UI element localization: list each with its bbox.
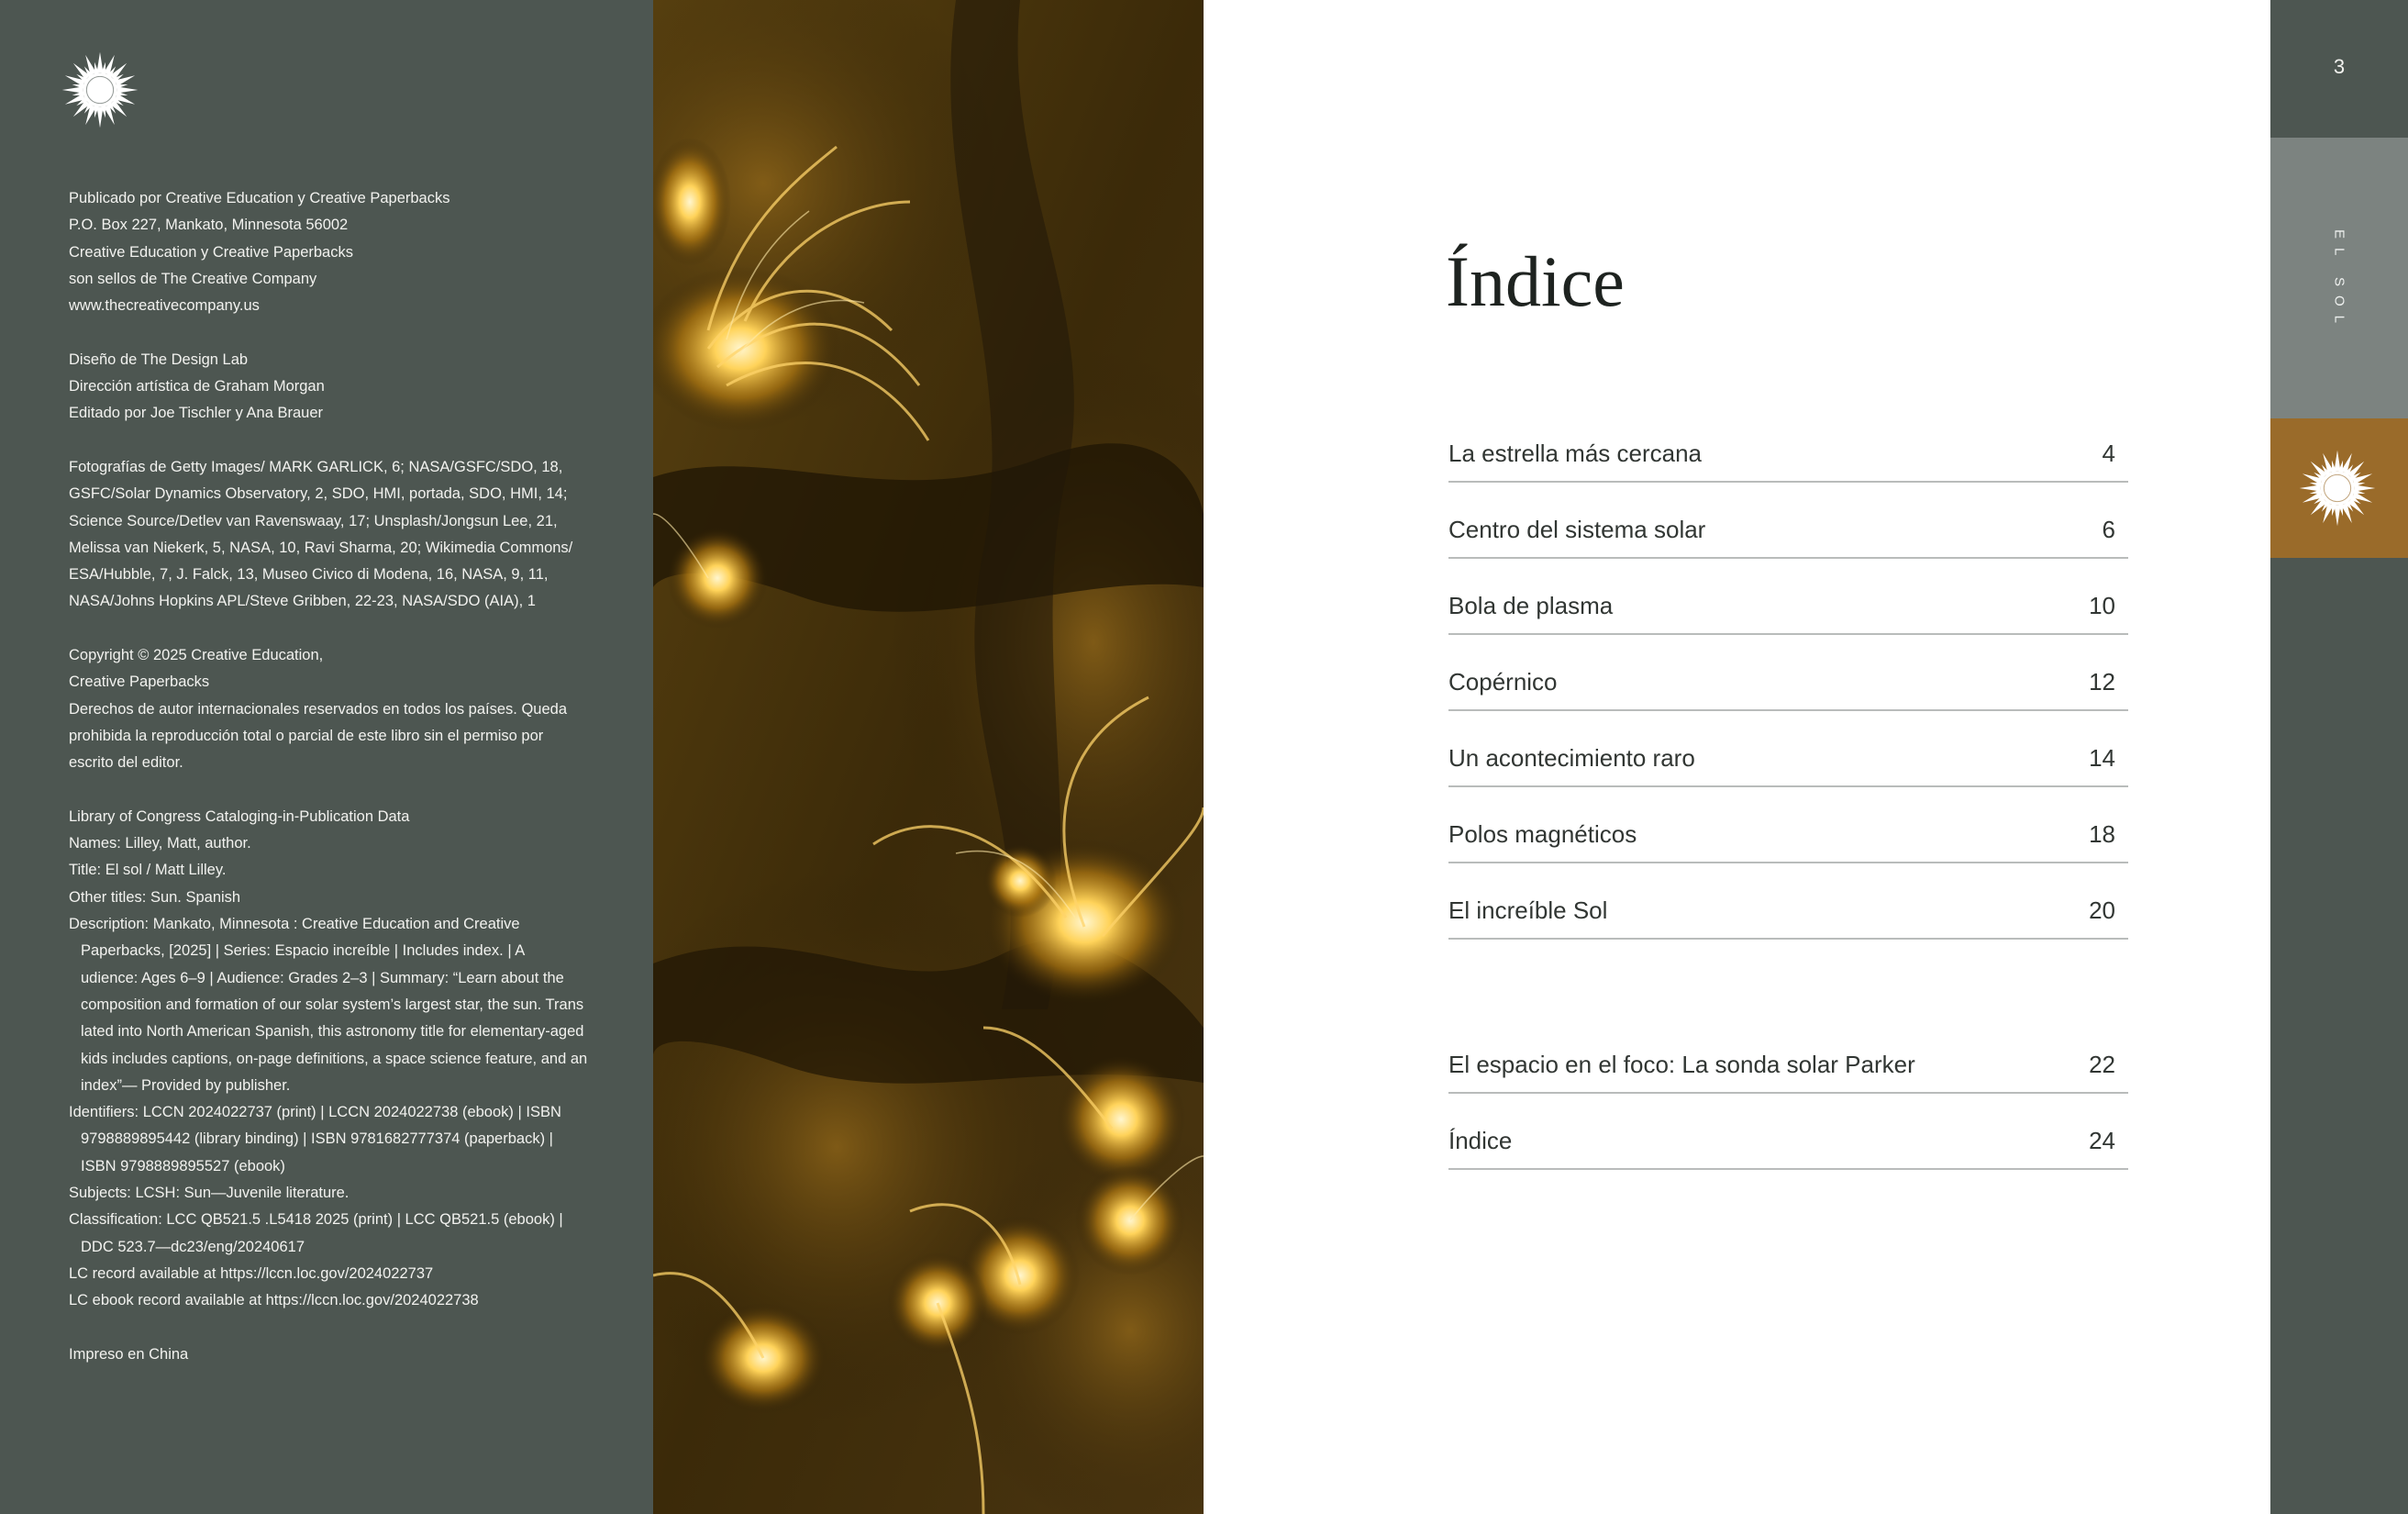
design-credit-line: Editado por Joe Tischler y Ana Brauer: [69, 405, 323, 422]
toc-entry[interactable]: [1448, 559, 2128, 635]
design-credit-line: Dirección artística de Graham Morgan: [69, 378, 325, 395]
photo-credit-line: GSFC/Solar Dynamics Observatory, 2, SDO, HMI, portada, SDO, HMI, 14;: [69, 485, 568, 503]
toc-entry[interactable]: [1448, 863, 2128, 940]
copyright-line: Creative Paperbacks: [69, 674, 210, 691]
logo-band: [2270, 418, 2408, 558]
copyright-line: escrito del editor.: [69, 754, 183, 772]
copyright-block: [69, 642, 610, 776]
publisher-line: P.O. Box 227, Mankato, Minnesota 56002: [69, 217, 349, 234]
photo-credit-line: Melissa van Niekerk, 5, NASA, 10, Ravi Sharma, 20; Wikimedia Commons/: [69, 539, 573, 556]
cip-line: lated into North American Spanish, this astronomy title for elementary-aged: [81, 1023, 584, 1041]
toc-entry-title: Índice: [1448, 1127, 1513, 1154]
photo-credit-line: Science Source/Detlev van Ravenswaay, 17; Unsplash/Jongsun Lee, 21,: [69, 512, 558, 529]
cip-line: Other titles: Sun. Spanish: [69, 888, 241, 906]
cip-line: Names: Lilley, Matt, author.: [69, 835, 251, 852]
design-credit-line: Diseño de The Design Lab: [69, 351, 249, 368]
toc-entry-page: 22: [2089, 1051, 2115, 1078]
cip-line: composition and formation of our solar system’s largest star, the sun. Trans: [81, 996, 584, 1013]
toc-entry-title: El espacio en el foco: La sonda solar Parker: [1448, 1051, 1915, 1078]
cip-line: index”— Provided by publisher.: [81, 1076, 291, 1094]
publisher-line: Creative Education y Creative Paperbacks: [69, 243, 353, 261]
publisher-block: [69, 185, 610, 319]
toc-entry[interactable]: [1448, 1018, 2128, 1094]
publisher-website: www.thecreativecompany.us: [69, 297, 260, 315]
photo-credit-line: NASA/Johns Hopkins APL/Steve Gribben, 22-23, NASA/SDO (AIA), 1: [69, 593, 536, 610]
toc-entry-title: El increíble Sol: [1448, 896, 1608, 924]
cip-line: LC ebook record available at https://lccn.loc.gov/2024022738: [69, 1292, 479, 1309]
toc-entry-page: 20: [2089, 896, 2115, 924]
toc-entry-page: 24: [2089, 1127, 2115, 1154]
page-number: 3: [2333, 55, 2346, 78]
publisher-line: son sellos de The Creative Company: [69, 270, 317, 287]
cip-line: Title: El sol / Matt Lilley.: [69, 862, 227, 879]
toc-entry[interactable]: [1448, 635, 2128, 711]
imprint-panel: [0, 0, 653, 1514]
publisher-line: Publicado por Creative Education y Creative Paperbacks: [69, 190, 450, 206]
cip-line: LC record available at https://lccn.loc.gov/2024022737: [69, 1264, 434, 1282]
solar-surface-image: [653, 0, 1204, 1514]
toc-entry-page: 12: [2089, 668, 2115, 696]
toc-entry-page: 10: [2089, 592, 2115, 619]
toc-entry-title: Polos magnéticos: [1448, 820, 1637, 848]
toc-entry-page: 14: [2089, 744, 2115, 772]
cip-line: DDC 523.7—dc23/eng/20240617: [81, 1238, 305, 1255]
cip-line: ISBN 9798889895527 (ebook): [81, 1157, 285, 1174]
solar-photo: [653, 0, 1204, 1514]
photo-credits-block: [69, 454, 610, 616]
table-of-contents-extra: [1448, 1018, 2128, 1170]
cip-line: Subjects: LCSH: Sun—Juvenile literature.: [69, 1184, 350, 1201]
toc-entry[interactable]: [1448, 1094, 2128, 1170]
cip-line: Classification: LCC QB521.5 .L5418 2025 (print) | LCC QB521.5 (ebook) |: [69, 1211, 563, 1229]
toc-entry-title: La estrella más cercana: [1448, 440, 1703, 467]
sun-icon: [2298, 449, 2377, 528]
photo-credit-line: ESA/Hubble, 7, J. Falck, 13, Museo Civico di Modena, 16, NASA, 9, 11,: [69, 566, 549, 584]
cip-line: Library of Congress Cataloging-in-Publication Data: [69, 807, 410, 825]
toc-entry[interactable]: [1448, 406, 2128, 483]
contents-title: Índice: [1446, 241, 1625, 321]
copyright-line: Copyright © 2025 Creative Education,: [69, 647, 324, 664]
cip-line: udience: Ages 6–9 | Audience: Grades 2–3 | Summary: “Learn about the: [81, 969, 564, 986]
copyright-line: prohibida la reproducción total o parcial de este libro sin el permiso por: [69, 727, 544, 744]
section-label: EL SOL: [2331, 229, 2347, 332]
table-of-contents: [1448, 406, 2128, 940]
printed-in: Impreso en China: [69, 1345, 189, 1363]
toc-entry-title: Centro del sistema solar: [1448, 516, 1706, 543]
cip-line: 9798889895442 (library binding) | ISBN 9781682777374 (paperback) |: [81, 1130, 553, 1148]
toc-entry-page: 4: [2102, 440, 2115, 467]
copyright-line: Derechos de autor internacionales reservados en todos los países. Queda: [69, 700, 567, 718]
cip-line: kids includes captions, on-page definitions, a space science feature, and an: [81, 1050, 588, 1067]
toc-entry-title: Un acontecimiento raro: [1448, 744, 1695, 772]
toc-entry[interactable]: [1448, 711, 2128, 787]
photo-credit-line: Fotografías de Getty Images/ MARK GARLICK, 6; NASA/GSFC/SDO, 18,: [69, 458, 563, 475]
imprint-text: [69, 185, 610, 1368]
toc-entry-title: Bola de plasma: [1448, 592, 1614, 619]
toc-entry-page: 6: [2102, 516, 2115, 543]
toc-entry[interactable]: [1448, 787, 2128, 863]
toc-entry-page: 18: [2089, 820, 2115, 848]
toc-entry[interactable]: [1448, 483, 2128, 559]
cip-line: Identifiers: LCCN 2024022737 (print) | LCCN 2024022738 (ebook) | ISBN: [69, 1104, 561, 1121]
toc-entry-title: Copérnico: [1448, 668, 1558, 696]
design-credits-block: [69, 347, 610, 428]
cip-data-block: [69, 804, 610, 1315]
cip-line: Description: Mankato, Minnesota : Creative Education and Creative: [69, 916, 520, 933]
cip-line: Paperbacks, [2025] | Series: Espacio increíble | Includes index. | A: [81, 942, 526, 960]
sun-icon: [61, 50, 139, 129]
edge-tab: [2270, 0, 2408, 1514]
section-band: [2270, 138, 2408, 418]
